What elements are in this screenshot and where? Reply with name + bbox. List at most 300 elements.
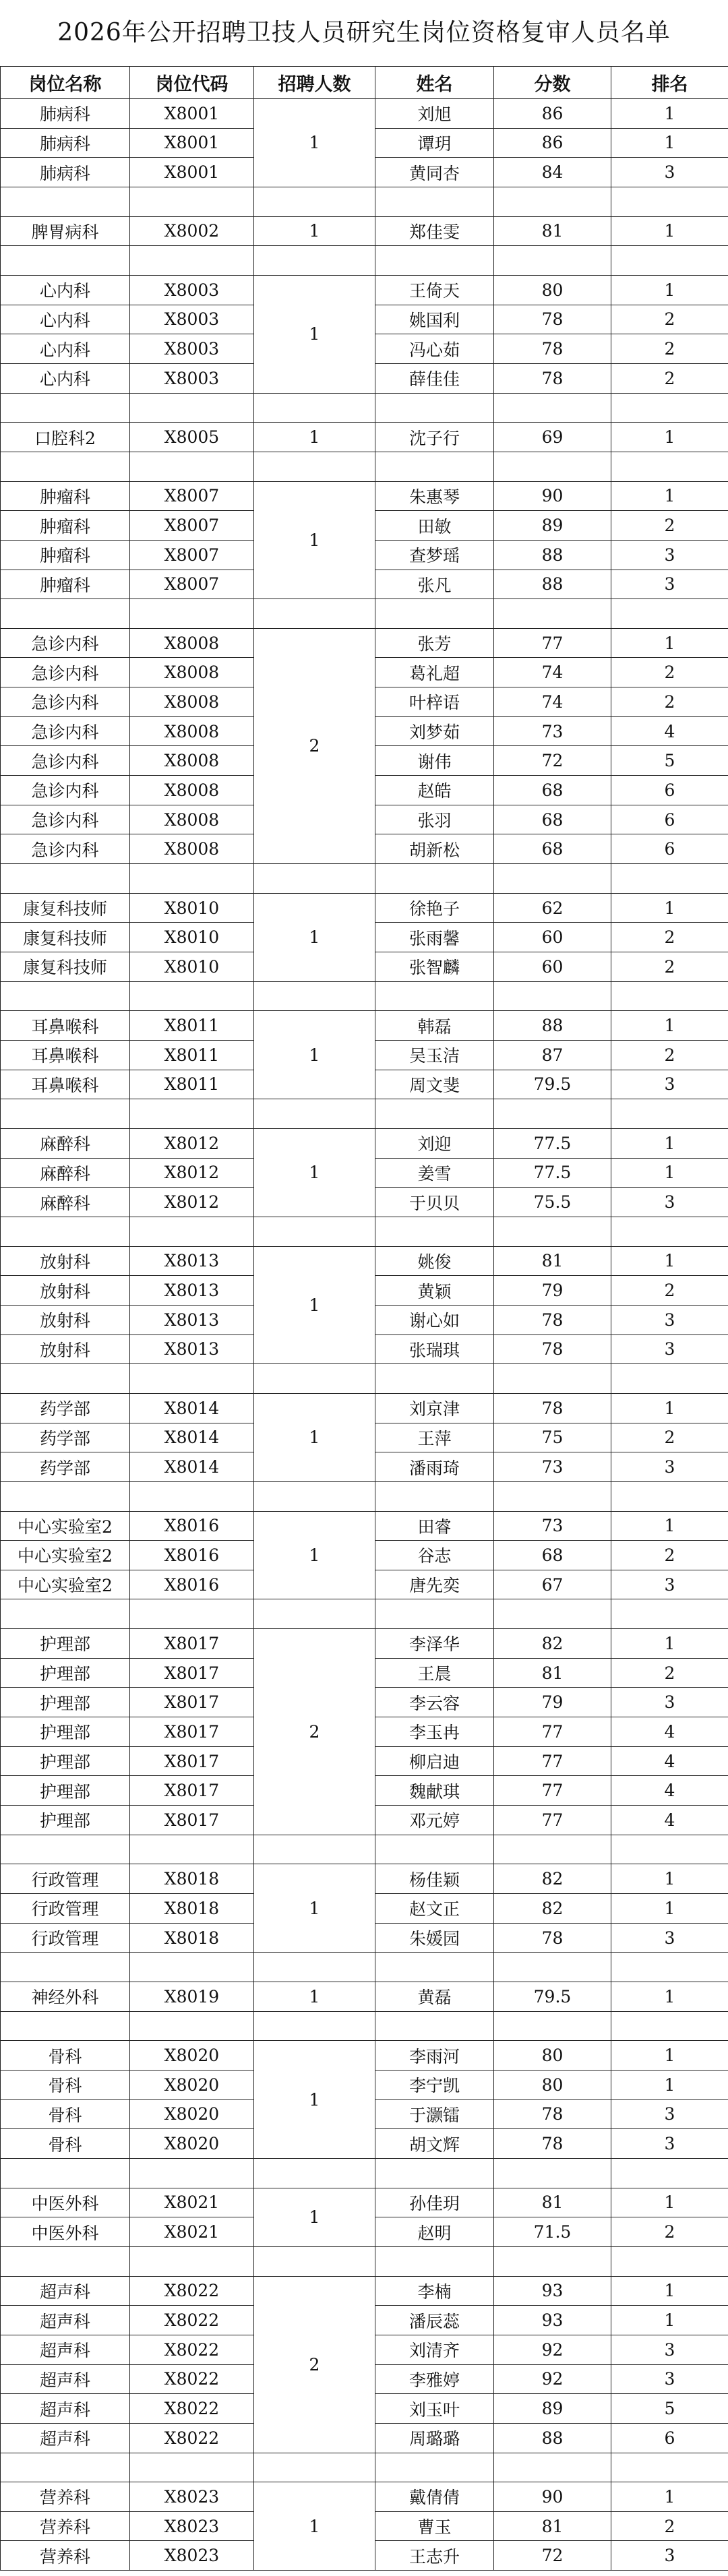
code-cell: X8021 [130,2217,254,2247]
spacer-cell [611,1099,728,1129]
table-row [1,1393,728,1423]
code-cell: X8017 [130,1629,254,1659]
rank-cell: 1 [611,1246,728,1276]
name-cell: 戴倩倩 [375,2482,494,2512]
score-cell: 73 [494,1452,611,1482]
name-cell: 邓元婷 [375,1806,494,1835]
post-cell: 护理部 [1,1746,130,1776]
post-cell: 脾胃病科 [1,216,130,246]
score-cell: 80 [494,275,611,305]
spacer-cell [494,2246,611,2276]
page-title: 2026年公开招聘卫技人员研究生岗位资格复审人员名单 [57,19,671,47]
roster-table [0,66,728,2571]
spacer-cell [494,1953,611,1982]
spacer-cell [375,1599,494,1629]
rank-cell: 3 [611,540,728,570]
score-cell: 78 [494,1393,611,1423]
post-cell: 超声科 [1,2335,130,2364]
rank-cell: 5 [611,746,728,776]
spacer-cell [130,393,254,423]
table-row [1,2188,728,2217]
post-cell: 中心实验室2 [1,1511,130,1541]
spacer-cell [494,246,611,276]
score-cell: 77 [494,1717,611,1747]
count-cell: 1 [254,99,375,187]
rank-cell: 4 [611,1717,728,1747]
spacer-cell [611,599,728,629]
post-cell: 急诊内科 [1,658,130,687]
count-cell: 1 [254,1246,375,1364]
spacer-cell [611,1953,728,1982]
name-cell: 刘京津 [375,1393,494,1423]
code-cell: X8007 [130,570,254,599]
rank-cell: 3 [611,2364,728,2394]
spacer-cell [130,246,254,276]
post-cell: 心内科 [1,305,130,334]
rank-cell: 1 [611,1158,728,1188]
spacer-cell [375,2246,494,2276]
name-cell: 王晨 [375,1658,494,1688]
code-cell: X8008 [130,746,254,776]
spacer-cell [130,599,254,629]
name-cell: 曹玉 [375,2511,494,2541]
spacer-cell [611,1835,728,1864]
spacer-cell [254,1217,375,1246]
spacer-cell [375,2158,494,2188]
name-cell: 赵文正 [375,1894,494,1924]
score-cell: 78 [494,305,611,334]
spacer-cell [1,2453,130,2482]
score-cell: 77 [494,628,611,658]
rank-cell: 1 [611,2276,728,2306]
spacer-cell [611,1481,728,1511]
name-cell: 李泽华 [375,1629,494,1659]
rank-cell: 1 [611,1982,728,2012]
table-row [1,1511,728,1541]
rank-cell: 6 [611,834,728,864]
rank-cell: 2 [611,2217,728,2247]
spacer-cell [130,1953,254,1982]
rank-cell: 4 [611,1776,728,1806]
post-cell: 骨科 [1,2041,130,2071]
rank-cell: 3 [611,1688,728,1717]
rank-cell: 1 [611,1128,728,1158]
spacer-cell [375,246,494,276]
spacer-cell [375,452,494,481]
code-cell: X8022 [130,2276,254,2306]
rank-cell: 3 [611,570,728,599]
spacer-cell [375,1835,494,1864]
spacer-row [1,1364,728,1394]
spacer-cell [375,1099,494,1129]
name-cell: 田敏 [375,511,494,541]
spacer-cell [254,393,375,423]
post-cell: 放射科 [1,1246,130,1276]
code-cell: X8008 [130,805,254,834]
post-cell: 急诊内科 [1,776,130,805]
score-cell: 77 [494,1776,611,1806]
score-cell: 77 [494,1746,611,1776]
code-cell: X8016 [130,1541,254,1570]
code-cell: X8017 [130,1806,254,1835]
code-cell: X8003 [130,305,254,334]
score-cell: 87 [494,1041,611,1070]
score-cell: 75 [494,1423,611,1452]
code-cell: X8021 [130,2188,254,2217]
post-cell: 中心实验室2 [1,1570,130,1599]
rank-cell: 3 [611,1452,728,1482]
spacer-cell [1,1835,130,1864]
score-cell: 62 [494,893,611,923]
count-cell: 1 [254,1864,375,1953]
spacer-cell [494,599,611,629]
code-cell: X8013 [130,1305,254,1335]
spacer-cell [494,2011,611,2041]
name-cell: 胡文辉 [375,2129,494,2159]
score-cell: 81 [494,2188,611,2217]
rank-cell: 2 [611,1276,728,1306]
name-cell: 刘梦茹 [375,716,494,746]
spacer-cell [1,246,130,276]
post-cell: 急诊内科 [1,746,130,776]
code-cell: X8017 [130,1658,254,1688]
score-cell: 88 [494,570,611,599]
rank-cell: 4 [611,716,728,746]
table-row [1,216,728,246]
table-row [1,1011,728,1041]
spacer-cell [494,2158,611,2188]
rank-cell: 5 [611,2394,728,2424]
name-cell: 李玉冉 [375,1717,494,1747]
post-cell: 中医外科 [1,2188,130,2217]
spacer-cell [130,1217,254,1246]
code-cell: X8008 [130,776,254,805]
post-cell: 护理部 [1,1629,130,1659]
count-cell: 1 [254,423,375,452]
spacer-cell [130,2246,254,2276]
score-cell: 78 [494,1923,611,1953]
name-cell: 叶梓语 [375,687,494,717]
spacer-cell [375,2453,494,2482]
code-cell: X8023 [130,2482,254,2512]
header-count: 招聘人数 [254,67,375,99]
score-cell: 77 [494,1806,611,1835]
score-cell: 74 [494,687,611,717]
post-cell: 神经外科 [1,1982,130,2012]
rank-cell: 1 [611,481,728,511]
spacer-cell [254,1481,375,1511]
code-cell: X8014 [130,1393,254,1423]
rank-cell: 2 [611,658,728,687]
spacer-cell [375,393,494,423]
post-cell: 放射科 [1,1305,130,1335]
spacer-cell [375,1953,494,1982]
post-cell: 肺病科 [1,128,130,158]
name-cell: 魏献琪 [375,1776,494,1806]
spacer-cell [375,864,494,894]
table-row [1,481,728,511]
name-cell: 李雅婷 [375,2364,494,2394]
score-cell: 79.5 [494,1070,611,1099]
code-cell: X8007 [130,511,254,541]
name-cell: 胡新松 [375,834,494,864]
spacer-cell [611,864,728,894]
post-cell: 急诊内科 [1,687,130,717]
spacer-cell [494,1217,611,1246]
spacer-cell [130,187,254,216]
rank-cell: 3 [611,1335,728,1364]
code-cell: X8001 [130,158,254,187]
spacer-cell [130,981,254,1011]
post-cell: 骨科 [1,2099,130,2129]
rank-cell: 6 [611,805,728,834]
spacer-cell [375,599,494,629]
post-cell: 药学部 [1,1423,130,1452]
rank-cell: 1 [611,216,728,246]
post-cell: 超声科 [1,2423,130,2453]
post-cell: 超声科 [1,2276,130,2306]
count-cell: 1 [254,1128,375,1217]
name-cell: 姚俊 [375,1246,494,1276]
code-cell: X8016 [130,1570,254,1599]
code-cell: X8018 [130,1894,254,1924]
name-cell: 谢伟 [375,746,494,776]
score-cell: 81 [494,216,611,246]
score-cell: 78 [494,2099,611,2129]
code-cell: X8022 [130,2335,254,2364]
spacer-cell [611,1364,728,1394]
rank-cell: 3 [611,158,728,187]
score-cell: 84 [494,158,611,187]
rank-cell: 1 [611,423,728,452]
code-cell: X8017 [130,1688,254,1717]
code-cell: X8016 [130,1511,254,1541]
code-cell: X8023 [130,2511,254,2541]
post-cell: 中心实验室2 [1,1541,130,1570]
score-cell: 79 [494,1276,611,1306]
score-cell: 71.5 [494,2217,611,2247]
post-cell: 心内科 [1,275,130,305]
code-cell: X8007 [130,481,254,511]
rank-cell: 1 [611,2188,728,2217]
spacer-cell [611,393,728,423]
code-cell: X8011 [130,1041,254,1070]
rank-cell: 3 [611,2099,728,2129]
spacer-cell [611,1217,728,1246]
score-cell: 78 [494,363,611,393]
rank-cell: 3 [611,1070,728,1099]
rank-cell: 1 [611,275,728,305]
name-cell: 刘玉叶 [375,2394,494,2424]
rank-cell: 4 [611,1806,728,1835]
post-cell: 行政管理 [1,1894,130,1924]
spacer-cell [254,2011,375,2041]
code-cell: X8013 [130,1246,254,1276]
rank-cell: 2 [611,687,728,717]
rank-cell: 2 [611,1423,728,1452]
spacer-cell [611,1599,728,1629]
rank-cell: 3 [611,1570,728,1599]
name-cell: 郑佳雯 [375,216,494,246]
score-cell: 81 [494,2511,611,2541]
score-cell: 92 [494,2364,611,2394]
post-cell: 麻醉科 [1,1188,130,1217]
table-row [1,1864,728,1894]
rank-cell: 1 [611,1011,728,1041]
code-cell: X8023 [130,2541,254,2571]
name-cell: 黄磊 [375,1982,494,2012]
score-cell: 82 [494,1864,611,1894]
spacer-cell [494,2453,611,2482]
spacer-cell [1,1364,130,1394]
spacer-cell [375,1364,494,1394]
post-cell: 行政管理 [1,1864,130,1894]
name-cell: 柳启迪 [375,1746,494,1776]
rank-cell: 6 [611,2423,728,2453]
spacer-cell [130,1599,254,1629]
spacer-cell [130,452,254,481]
count-cell: 1 [254,893,375,981]
name-cell: 姚国利 [375,305,494,334]
spacer-cell [1,2011,130,2041]
count-cell: 1 [254,1011,375,1099]
code-cell: X8007 [130,540,254,570]
name-cell: 徐艳子 [375,893,494,923]
post-cell: 超声科 [1,2394,130,2424]
table-row [1,2276,728,2306]
spacer-cell [254,864,375,894]
header-score: 分数 [494,67,611,99]
rank-cell: 2 [611,2511,728,2541]
spacer-cell [254,2453,375,2482]
rank-cell: 2 [611,305,728,334]
name-cell: 冯心茹 [375,334,494,364]
table-row [1,1629,728,1659]
post-cell: 心内科 [1,363,130,393]
count-cell: 1 [254,1393,375,1481]
spacer-cell [494,864,611,894]
spacer-cell [611,2246,728,2276]
spacer-cell [254,452,375,481]
spacer-cell [130,1481,254,1511]
name-cell: 张羽 [375,805,494,834]
name-cell: 于贝贝 [375,1188,494,1217]
score-cell: 81 [494,1658,611,1688]
spacer-cell [1,1599,130,1629]
post-cell: 耳鼻喉科 [1,1041,130,1070]
post-cell: 肿瘤科 [1,511,130,541]
code-cell: X8008 [130,658,254,687]
post-cell: 超声科 [1,2306,130,2335]
name-cell: 唐先奕 [375,1570,494,1599]
score-cell: 77.5 [494,1128,611,1158]
spacer-row [1,452,728,481]
rank-cell: 1 [611,1511,728,1541]
code-cell: X8001 [130,128,254,158]
rank-cell: 1 [611,2482,728,2512]
spacer-cell [254,1599,375,1629]
spacer-cell [611,2011,728,2041]
name-cell: 张瑞琪 [375,1335,494,1364]
code-cell: X8017 [130,1746,254,1776]
post-cell: 肺病科 [1,99,130,129]
code-cell: X8022 [130,2364,254,2394]
spacer-cell [611,187,728,216]
post-cell: 口腔科2 [1,423,130,452]
name-cell: 周璐璐 [375,2423,494,2453]
spacer-cell [494,1481,611,1511]
spacer-row [1,1099,728,1129]
post-cell: 护理部 [1,1717,130,1747]
name-cell: 李雨河 [375,2041,494,2071]
name-cell: 谭玥 [375,128,494,158]
count-cell: 1 [254,481,375,599]
code-cell: X8018 [130,1923,254,1953]
header-code: 岗位代码 [130,67,254,99]
post-cell: 肿瘤科 [1,570,130,599]
rank-cell: 2 [611,1041,728,1070]
count-cell: 2 [254,1629,375,1835]
code-cell: X8008 [130,716,254,746]
spacer-cell [254,1953,375,1982]
spacer-cell [254,981,375,1011]
name-cell: 葛礼超 [375,658,494,687]
spacer-cell [1,599,130,629]
score-cell: 93 [494,2276,611,2306]
post-cell: 护理部 [1,1658,130,1688]
name-cell: 谷志 [375,1541,494,1570]
spacer-cell [254,2246,375,2276]
name-cell: 姜雪 [375,1158,494,1188]
rank-cell: 1 [611,2041,728,2071]
count-cell: 1 [254,2482,375,2571]
rank-cell: 2 [611,1541,728,1570]
code-cell: X8020 [130,2070,254,2099]
name-cell: 吴玉洁 [375,1041,494,1070]
spacer-cell [1,864,130,894]
score-cell: 93 [494,2306,611,2335]
spacer-cell [494,187,611,216]
rank-cell: 3 [611,2541,728,2571]
code-cell: X8020 [130,2129,254,2159]
name-cell: 于灏镭 [375,2099,494,2129]
code-cell: X8010 [130,952,254,982]
header-rank: 排名 [611,67,728,99]
name-cell: 赵明 [375,2217,494,2247]
roster-body [1,99,728,2571]
code-cell: X8017 [130,1717,254,1747]
rank-cell: 1 [611,1864,728,1894]
count-cell: 1 [254,2188,375,2246]
spacer-row [1,981,728,1011]
post-cell: 耳鼻喉科 [1,1011,130,1041]
spacer-row [1,1953,728,1982]
post-cell: 康复科技师 [1,952,130,982]
spacer-cell [1,2246,130,2276]
post-cell: 麻醉科 [1,1128,130,1158]
spacer-cell [494,1099,611,1129]
spacer-cell [494,393,611,423]
score-cell: 78 [494,2129,611,2159]
rank-cell: 2 [611,952,728,982]
spacer-cell [130,1099,254,1129]
rank-cell: 2 [611,511,728,541]
name-cell: 沈子行 [375,423,494,452]
score-cell: 60 [494,952,611,982]
post-cell: 康复科技师 [1,893,130,923]
name-cell: 张雨馨 [375,923,494,952]
post-cell: 肿瘤科 [1,481,130,511]
